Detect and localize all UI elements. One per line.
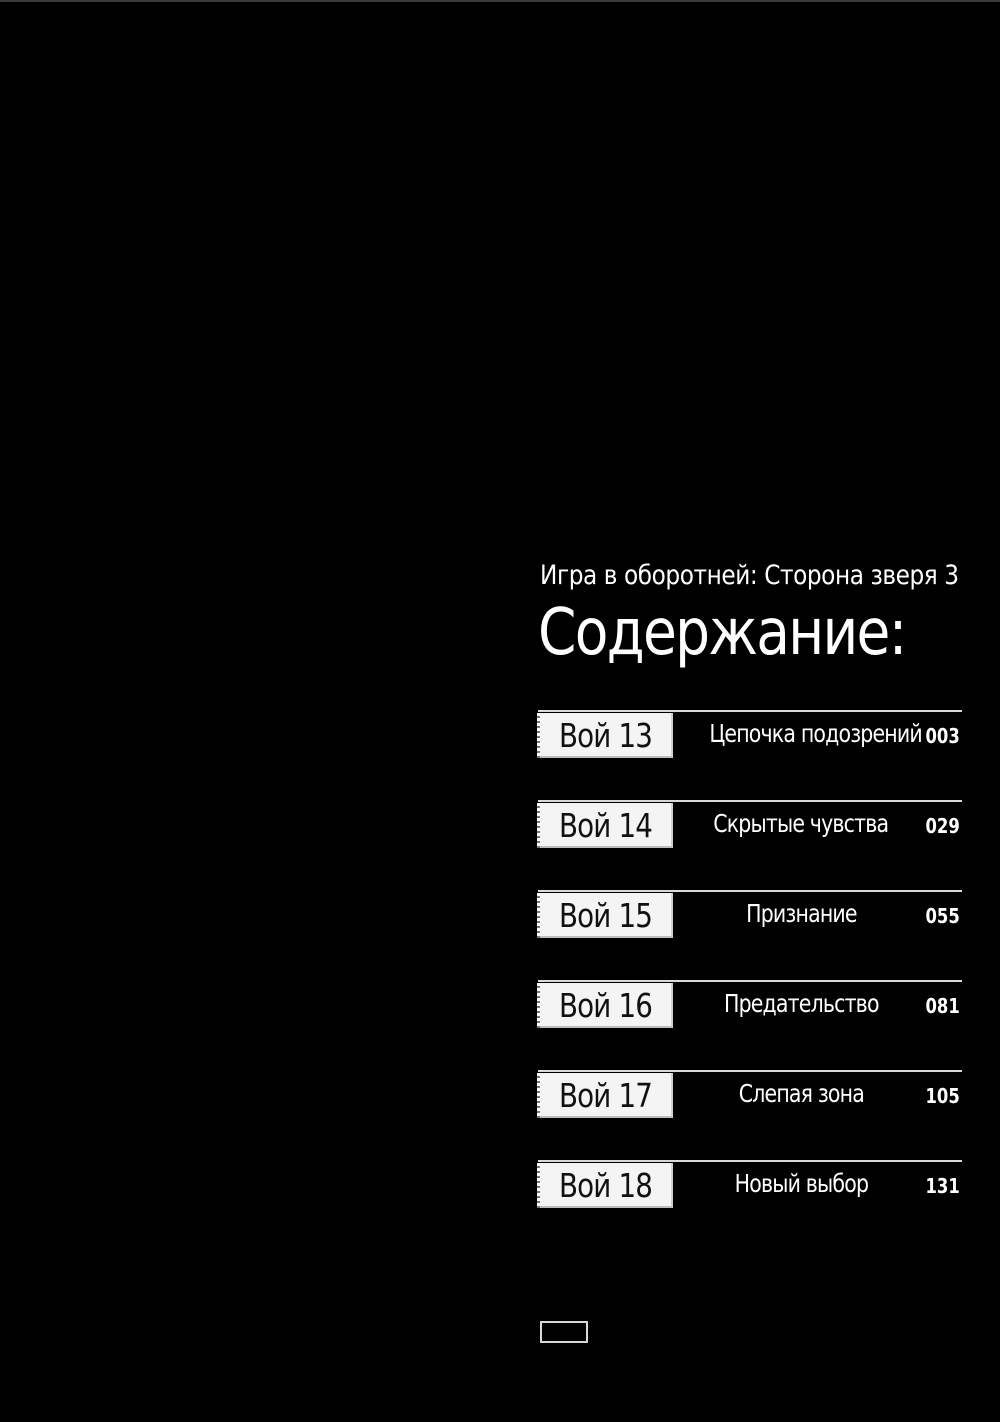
paper-grain-edge bbox=[537, 983, 540, 1028]
chapter-title: Скрытые чувства bbox=[713, 809, 889, 838]
page-number-box bbox=[540, 1321, 588, 1343]
chapter-label-box bbox=[539, 893, 673, 938]
paper-grain-edge bbox=[537, 1163, 540, 1208]
toc-divider bbox=[538, 980, 962, 982]
toc-heading: Содержание: bbox=[538, 596, 906, 670]
toc-divider bbox=[538, 890, 962, 892]
chapter-page-number: 029 bbox=[925, 814, 960, 838]
chapter-page-number: 003 bbox=[925, 724, 960, 748]
chapter-number: Вой 15 bbox=[559, 896, 653, 935]
chapter-label-box bbox=[539, 713, 673, 758]
toc-divider bbox=[538, 1160, 962, 1162]
chapter-page-number: 105 bbox=[925, 1084, 960, 1108]
toc-entry[interactable] bbox=[538, 710, 962, 800]
toc-entry[interactable] bbox=[538, 890, 962, 980]
paper-grain-edge bbox=[537, 713, 540, 758]
paper-grain-edge bbox=[537, 1073, 540, 1118]
page-top-border bbox=[0, 0, 1000, 2]
chapter-label-box bbox=[539, 1073, 673, 1118]
chapter-title: Признание bbox=[745, 899, 857, 928]
toc-list bbox=[538, 710, 962, 1250]
chapter-label-box bbox=[539, 983, 673, 1028]
paper-grain-edge bbox=[537, 803, 540, 848]
chapter-number: Вой 17 bbox=[559, 1076, 653, 1115]
chapter-label-box bbox=[539, 1163, 673, 1208]
chapter-page-number: 081 bbox=[925, 994, 960, 1018]
chapter-number: Вой 13 bbox=[559, 716, 653, 755]
chapter-label-box bbox=[539, 803, 673, 848]
toc-entry[interactable] bbox=[538, 1070, 962, 1160]
chapter-number: Вой 18 bbox=[559, 1166, 653, 1205]
chapter-title: Цепочка подозрений bbox=[709, 719, 922, 748]
chapter-title: Предательство bbox=[723, 989, 879, 1018]
book-subtitle: Игра в оборотней: Сторона зверя 3 bbox=[540, 560, 959, 591]
toc-divider bbox=[538, 710, 962, 712]
chapter-title: Новый выбор bbox=[734, 1169, 868, 1198]
toc-entry[interactable] bbox=[538, 980, 962, 1070]
chapter-title: Слепая зона bbox=[738, 1079, 864, 1108]
chapter-number: Вой 16 bbox=[559, 986, 653, 1025]
toc-entry[interactable] bbox=[538, 1160, 962, 1250]
chapter-page-number: 131 bbox=[925, 1174, 960, 1198]
chapter-page-number: 055 bbox=[925, 904, 960, 928]
chapter-number: Вой 14 bbox=[559, 806, 653, 845]
toc-divider bbox=[538, 1070, 962, 1072]
toc-entry[interactable] bbox=[538, 800, 962, 890]
toc-divider bbox=[538, 800, 962, 802]
paper-grain-edge bbox=[537, 893, 540, 938]
